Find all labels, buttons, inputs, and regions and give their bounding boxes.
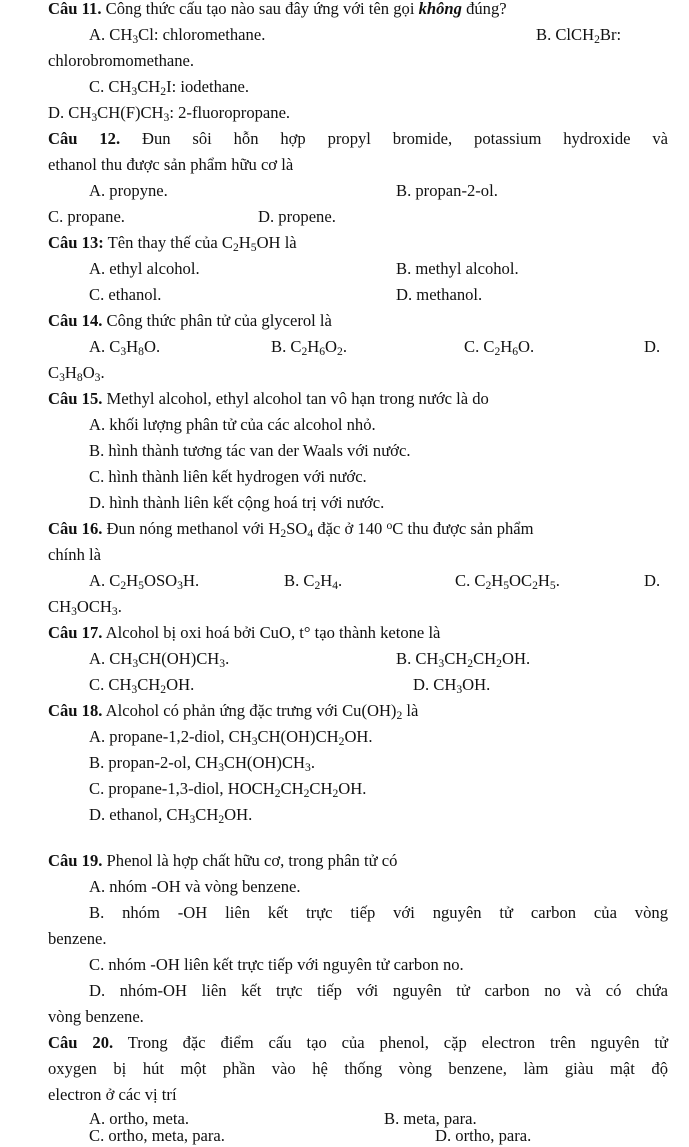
q17-option-b[interactable]: B. $CH_3CH_2CH_2OH$. xyxy=(396,649,531,670)
q17-stem: Câu 17. Alcohol bị oxi hoá bởi CuO, t° tạo thành ketone là xyxy=(48,623,441,642)
q17-option-d[interactable]: D. $CH_3OH$. xyxy=(413,675,491,696)
q11-option-c[interactable]: C. $CH_3CH_2I$: iodethane. xyxy=(89,77,250,98)
q16-stem: Câu 16. Đun nóng methanol với $H_2SO_4$ đặc ở 140 $^o$C thu được sản phẩm xyxy=(48,518,534,540)
q16-option-d-cont: $CH_3OCH_3$. xyxy=(48,597,122,618)
q15-option-a[interactable]: A. khối lượng phân tử của các alcohol nhỏ. xyxy=(89,415,376,434)
q16-option-c[interactable]: C. $C_2H_5OC_2H_5$. xyxy=(455,571,560,592)
q13-option-c[interactable]: C. ethanol. xyxy=(89,285,162,304)
q12-option-a[interactable]: A. propyne. xyxy=(89,181,168,200)
q20-option-b[interactable]: B. meta, para. xyxy=(384,1109,477,1128)
q14-option-d[interactable]: D. xyxy=(644,337,661,356)
q17-number: Câu 17. xyxy=(48,623,103,642)
q18-option-a[interactable]: A. propane-1,2-diol, $CH_3CH(OH)CH_2OH$. xyxy=(89,727,373,748)
q20-number: Câu 20. xyxy=(48,1033,114,1052)
q12-stem: Câu 12. Đun sôi hỗn hợp propyl bromide, potassium hydroxide và xyxy=(48,129,668,148)
q19-number: Câu 19. xyxy=(48,851,103,870)
q20-stem-cont-1: oxygen bị hút một phần vào hệ thống vòng benzene, làm giàu mật độ xyxy=(48,1059,668,1078)
q18-stem: Câu 18. Alcohol có phản ứng đặc trưng với $Cu(OH)_2$ là xyxy=(48,701,419,722)
q11-option-b[interactable]: B. ClCH$_2$Br: xyxy=(536,25,622,46)
q11-stem: Câu 11. Công thức cấu tạo nào sau đây ứng với tên gọi không đúng? xyxy=(48,0,507,18)
q20-option-d[interactable]: D. ortho, para. xyxy=(435,1126,532,1145)
q16-option-a[interactable]: A. $C_2H_5OSO_3H$. xyxy=(89,571,200,592)
q15-number: Câu 15. xyxy=(48,389,103,408)
q13-option-a[interactable]: A. ethyl alcohol. xyxy=(89,259,200,278)
q16-option-b[interactable]: B. $C_2H_4$. xyxy=(284,571,343,592)
q17-option-a[interactable]: A. $CH_3CH(OH)CH_3$. xyxy=(89,649,230,670)
q20-option-c[interactable]: C. ortho, meta, para. xyxy=(89,1126,225,1145)
q16-number: Câu 16. xyxy=(48,519,103,538)
q12-stem-cont: ethanol thu được sản phẩm hữu cơ là xyxy=(48,155,294,174)
q13-option-d[interactable]: D. methanol. xyxy=(396,285,483,304)
q14-option-d-cont: $C_3H_8O_3$. xyxy=(48,363,105,384)
q14-option-a[interactable]: A. $C_3H_8O$. xyxy=(89,337,161,358)
q18-option-d[interactable]: D. ethanol, $CH_3CH_2OH$. xyxy=(89,805,253,826)
q15-stem: Câu 15. Methyl alcohol, ethyl alcohol tan vô hạn trong nước là do xyxy=(48,389,489,408)
q19-option-d-cont: vòng benzene. xyxy=(48,1007,144,1026)
q14-option-c[interactable]: C. $C_2H_6O$. xyxy=(464,337,535,358)
q19-option-b-cont: benzene. xyxy=(48,929,107,948)
q19-option-d[interactable]: D. nhóm-OH liên kết trực tiếp với nguyên tử carbon no và có chứa xyxy=(89,981,668,1000)
q14-option-b[interactable]: B. $C_2H_6O_2$. xyxy=(271,337,347,358)
q13-stem: Câu 13: Tên thay thế của $C_2H_5OH$ là xyxy=(48,233,297,254)
q11-option-a[interactable]: A. $CH_3Cl$: chloromethane. xyxy=(89,25,266,46)
q13-option-b[interactable]: B. methyl alcohol. xyxy=(396,259,519,278)
q14-stem: Câu 14. Công thức phân tử của glycerol là xyxy=(48,311,332,330)
q18-option-b[interactable]: B. propan-2-ol, $CH_3CH(OH)CH_3$. xyxy=(89,753,315,774)
q16-stem-cont: chính là xyxy=(48,545,101,564)
q12-number: Câu 12. xyxy=(48,129,121,148)
q15-option-b[interactable]: B. hình thành tương tác van der Waals với nước. xyxy=(89,441,411,460)
q12-option-c[interactable]: C. propane. xyxy=(48,207,125,226)
q20-option-a[interactable]: A. ortho, meta. xyxy=(89,1109,190,1128)
q14-number: Câu 14. xyxy=(48,311,103,330)
q11-option-b-cont: chlorobromomethane. xyxy=(48,51,195,70)
q18-option-c[interactable]: C. propane-1,3-diol, $HOCH_2CH_2CH_2OH$. xyxy=(89,779,367,800)
q18-number: Câu 18. xyxy=(48,701,103,720)
q19-option-b[interactable]: B. nhóm -OH liên kết trực tiếp với nguyên tử carbon của vòng xyxy=(89,903,668,922)
q16-option-d[interactable]: D. xyxy=(644,571,661,590)
q19-stem: Câu 19. Phenol là hợp chất hữu cơ, trong phân tử có xyxy=(48,851,398,870)
q20-stem: Câu 20. Trong đặc điểm cấu tạo của phenol, cặp electron trên nguyên tử xyxy=(48,1033,668,1052)
q12-option-b[interactable]: B. propan-2-ol. xyxy=(396,181,498,200)
q11-option-d[interactable]: D. $CH_3CH(F)CH_3$: 2-fluoropropane. xyxy=(48,103,291,124)
q15-option-c[interactable]: C. hình thành liên kết hydrogen với nước. xyxy=(89,467,367,486)
q11-number: Câu 11. xyxy=(48,0,102,18)
q19-option-a[interactable]: A. nhóm -OH và vòng benzene. xyxy=(89,877,301,896)
q15-option-d[interactable]: D. hình thành liên kết cộng hoá trị với nước. xyxy=(89,493,385,512)
q12-option-d[interactable]: D. propene. xyxy=(258,207,336,226)
q20-stem-cont-2: electron ở các vị trí xyxy=(48,1085,177,1104)
q13-number: Câu 13: xyxy=(48,233,104,252)
q17-option-c[interactable]: C. $CH_3CH_2OH$. xyxy=(89,675,195,696)
q19-option-c[interactable]: C. nhóm -OH liên kết trực tiếp với nguyên tử carbon no. xyxy=(89,955,464,974)
